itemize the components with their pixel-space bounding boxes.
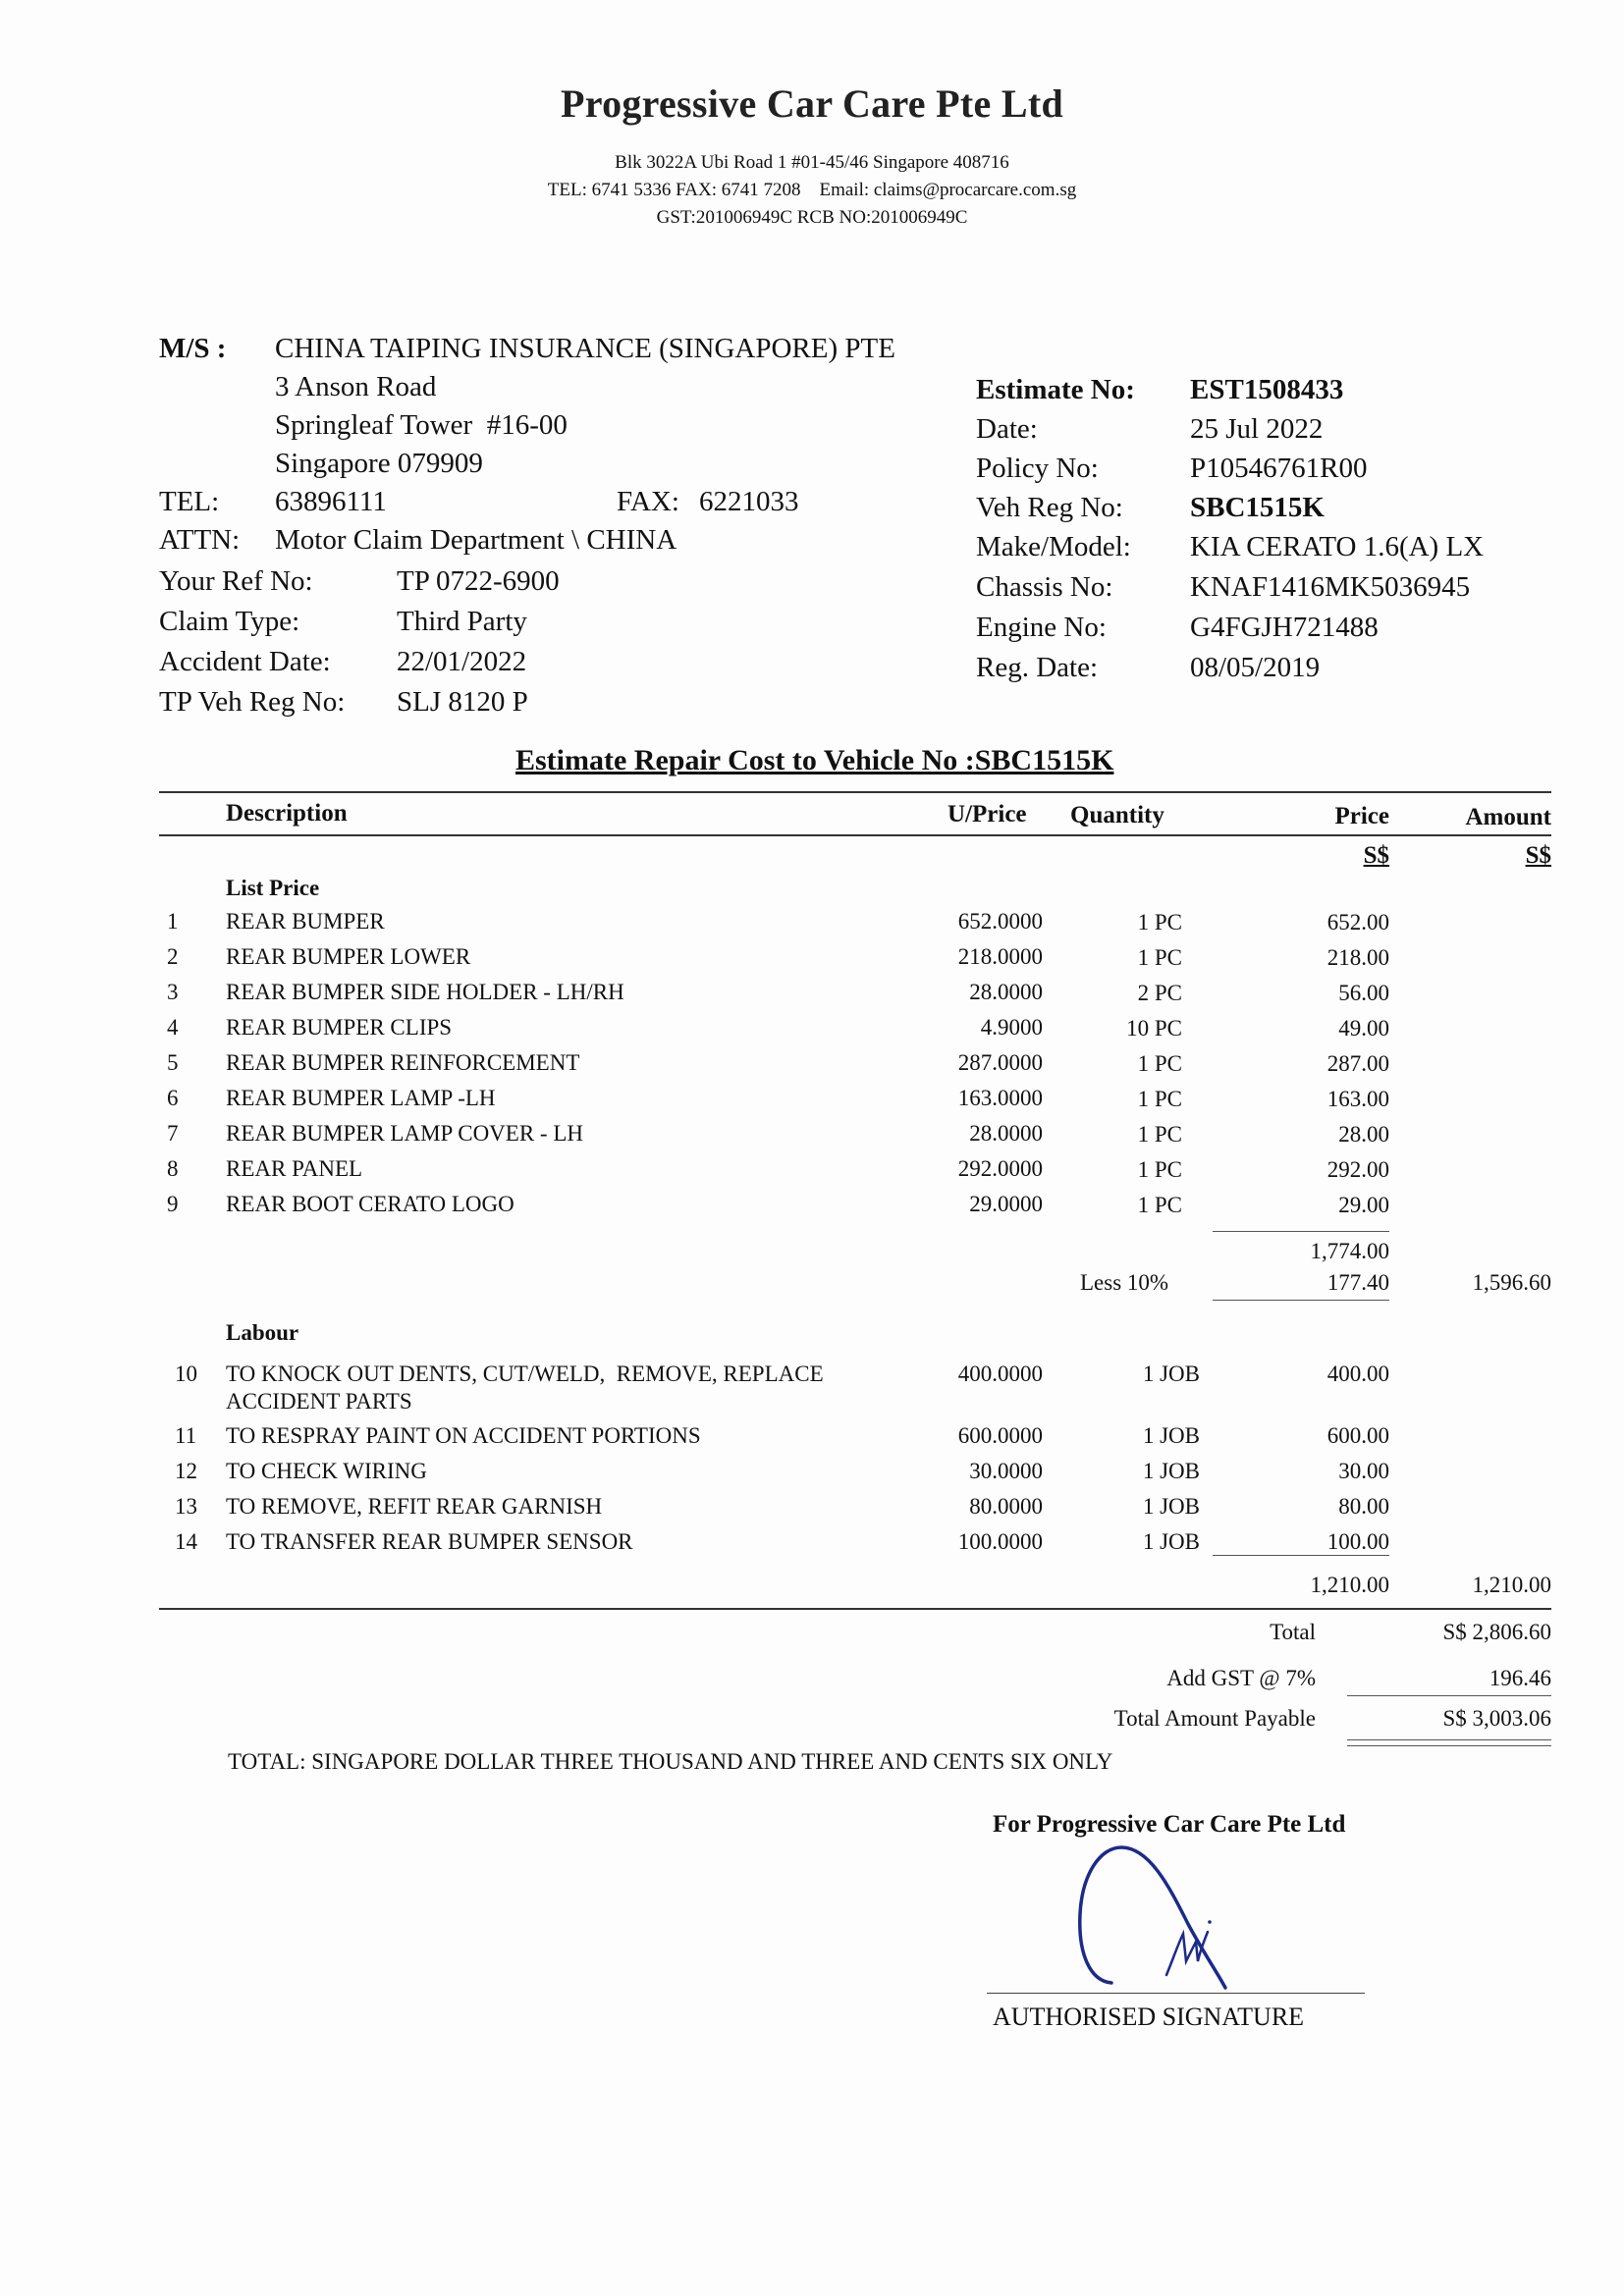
item-uprice: 292.0000 — [957, 1156, 1043, 1181]
accident-date-value: 22/01/2022 — [397, 646, 527, 677]
item-description: REAR BOOT CERATO LOGO — [226, 1192, 514, 1216]
item-quantity: 1 JOB — [1142, 1423, 1200, 1448]
gst-label: Add GST @ 7% — [1166, 1666, 1316, 1690]
date-label: Date: — [976, 413, 1038, 445]
col-amount: Amount — [1465, 804, 1551, 830]
recipient-name: CHINA TAIPING INSURANCE (SINGAPORE) PTE — [275, 333, 895, 364]
item-quantity: 1 JOB — [1142, 1494, 1200, 1519]
totals-top-rule — [159, 1608, 1551, 1610]
item-uprice: 218.0000 — [957, 944, 1043, 969]
item-price: 29.00 — [1338, 1193, 1389, 1217]
item-no: 4 — [167, 1015, 179, 1040]
item-description: TO CHECK WIRING — [226, 1459, 427, 1483]
item-price: 652.00 — [1326, 910, 1389, 934]
item-price: 292.00 — [1326, 1157, 1389, 1182]
authorised-signature-label: AUTHORISED SIGNATURE — [993, 2002, 1305, 2031]
item-uprice: 652.0000 — [957, 909, 1043, 934]
item-description: REAR BUMPER SIDE HOLDER - LH/RH — [226, 980, 624, 1004]
reg-date-label: Reg. Date: — [976, 652, 1099, 683]
list-price-heading: List Price — [226, 876, 320, 900]
item-description: REAR BUMPER LAMP -LH — [226, 1086, 496, 1110]
tp-veh-value: SLJ 8120 P — [397, 686, 528, 718]
item-no: 10 — [175, 1362, 197, 1386]
parts-subtotal: 1,774.00 — [1310, 1239, 1389, 1263]
company-name: Progressive Car Care Pte Ltd — [561, 81, 1063, 126]
your-ref-label: Your Ref No: — [159, 565, 313, 597]
item-quantity: 1 PC — [1137, 1122, 1182, 1147]
reg-date-value: 08/05/2019 — [1190, 652, 1321, 683]
col-uprice: U/Price — [947, 801, 1027, 828]
estimate-no-value: EST1508433 — [1190, 374, 1344, 405]
discount-value: 177.40 — [1326, 1270, 1389, 1295]
make-model-label: Make/Model: — [976, 531, 1131, 562]
item-description-cont: ACCIDENT PARTS — [226, 1389, 412, 1414]
item-quantity: 10 PC — [1126, 1016, 1182, 1041]
item-quantity: 1 PC — [1137, 1157, 1182, 1182]
company-address: Blk 3022A Ubi Road 1 #01-45/46 Singapore 408716 — [615, 152, 1009, 173]
claim-type-label: Claim Type: — [159, 606, 300, 637]
item-uprice: 287.0000 — [957, 1050, 1043, 1075]
table-top-rule — [159, 791, 1551, 793]
item-uprice: 163.0000 — [957, 1086, 1043, 1110]
item-price: 400.00 — [1326, 1362, 1389, 1386]
chassis-value: KNAF1416MK5036945 — [1190, 571, 1471, 603]
payable-label: Total Amount Payable — [1113, 1706, 1316, 1731]
total-in-words: TOTAL: SINGAPORE DOLLAR THREE THOUSAND AND THREE AND CENTS SIX ONLY — [228, 1749, 1113, 1774]
item-uprice: 28.0000 — [969, 1121, 1043, 1146]
signature-line — [987, 1993, 1365, 1994]
total-label: Total — [1270, 1620, 1316, 1644]
item-no: 5 — [167, 1050, 179, 1075]
item-price: 80.00 — [1338, 1494, 1389, 1519]
col-price: Price — [1334, 803, 1389, 829]
policy-label: Policy No: — [976, 453, 1099, 484]
item-quantity: 1 JOB — [1142, 1362, 1200, 1386]
item-no: 3 — [167, 980, 179, 1004]
discount-rule — [1213, 1300, 1389, 1301]
item-no: 13 — [175, 1494, 197, 1519]
item-uprice: 28.0000 — [969, 980, 1043, 1004]
fax-label: FAX: — [617, 486, 679, 517]
price-currency: S$ — [1363, 842, 1389, 869]
your-ref-value: TP 0722-6900 — [397, 565, 560, 597]
item-no: 1 — [167, 909, 179, 934]
item-description: REAR PANEL — [226, 1156, 363, 1181]
item-description: REAR BUMPER CLIPS — [226, 1015, 453, 1040]
item-no: 14 — [175, 1529, 197, 1554]
item-quantity: 1 PC — [1137, 945, 1182, 970]
company-registration: GST:201006949C RCB NO:201006949C — [656, 207, 968, 228]
item-price: 56.00 — [1338, 981, 1389, 1005]
item-description: TO KNOCK OUT DENTS, CUT/WELD, REMOVE, REPLACE — [226, 1362, 824, 1386]
policy-value: P10546761R00 — [1190, 453, 1368, 484]
header-bottom-rule — [159, 834, 1551, 836]
labour-amount: 1,210.00 — [1472, 1573, 1551, 1597]
accident-date-label: Accident Date: — [159, 646, 331, 677]
item-price: 218.00 — [1326, 945, 1389, 970]
item-price: 28.00 — [1338, 1122, 1389, 1147]
gst-value: 196.46 — [1489, 1666, 1551, 1690]
item-uprice: 100.0000 — [957, 1529, 1043, 1554]
item-quantity: 1 JOB — [1142, 1459, 1200, 1483]
item-quantity: 2 PC — [1137, 981, 1182, 1005]
engine-value: G4FGJH721488 — [1190, 612, 1379, 643]
item-uprice: 29.0000 — [969, 1192, 1043, 1216]
discount-label: Less 10% — [1080, 1270, 1169, 1295]
tp-veh-label: TP Veh Reg No: — [159, 686, 346, 718]
item-description: REAR BUMPER LOWER — [226, 944, 471, 969]
item-description: TO REMOVE, REFIT REAR GARNISH — [226, 1494, 603, 1519]
item-description: TO RESPRAY PAINT ON ACCIDENT PORTIONS — [226, 1423, 701, 1448]
ms-label: M/S : — [159, 333, 227, 364]
gst-rule — [1347, 1695, 1551, 1696]
total-value: S$ 2,806.60 — [1442, 1620, 1551, 1644]
item-no: 9 — [167, 1192, 179, 1216]
payable-double-rule-bottom — [1347, 1745, 1551, 1746]
item-uprice: 30.0000 — [969, 1459, 1043, 1483]
item-no: 8 — [167, 1156, 179, 1181]
chassis-label: Chassis No: — [976, 571, 1113, 603]
item-no: 6 — [167, 1086, 179, 1110]
item-price: 100.00 — [1326, 1529, 1389, 1554]
recipient-address-line: 3 Anson Road — [275, 371, 437, 402]
item-no: 12 — [175, 1459, 197, 1483]
item-no: 11 — [175, 1423, 197, 1448]
item-price: 49.00 — [1338, 1016, 1389, 1041]
labour-subtotal: 1,210.00 — [1310, 1573, 1389, 1597]
engine-label: Engine No: — [976, 612, 1107, 643]
item-uprice: 400.0000 — [957, 1362, 1043, 1386]
item-price: 287.00 — [1326, 1051, 1389, 1076]
item-uprice: 600.0000 — [957, 1423, 1043, 1448]
item-quantity: 1 JOB — [1142, 1529, 1200, 1554]
item-quantity: 1 PC — [1137, 1087, 1182, 1111]
payable-double-rule-top — [1347, 1739, 1551, 1740]
recipient-address-line: Springleaf Tower #16-00 — [275, 409, 568, 441]
item-price: 600.00 — [1326, 1423, 1389, 1448]
veh-reg-value: SBC1515K — [1190, 492, 1325, 523]
col-description: Description — [226, 800, 348, 827]
amount-currency: S$ — [1525, 842, 1551, 869]
veh-reg-label: Veh Reg No: — [976, 492, 1123, 523]
payable-value: S$ 3,003.06 — [1442, 1706, 1551, 1731]
estimate-no-label: Estimate No: — [976, 374, 1135, 405]
item-quantity: 1 PC — [1137, 910, 1182, 934]
attn-value: Motor Claim Department \ CHINA — [275, 524, 677, 556]
item-uprice: 80.0000 — [969, 1494, 1043, 1519]
item-description: REAR BUMPER REINFORCEMENT — [226, 1050, 580, 1075]
item-price: 163.00 — [1326, 1087, 1389, 1111]
parts-amount: 1,596.60 — [1472, 1270, 1551, 1295]
item-description: REAR BUMPER — [226, 909, 385, 934]
item-description: REAR BUMPER LAMP COVER - LH — [226, 1121, 583, 1146]
item-description: TO TRANSFER REAR BUMPER SENSOR — [226, 1529, 633, 1554]
date-value: 25 Jul 2022 — [1190, 413, 1324, 445]
labour-sum-rule — [1213, 1555, 1389, 1556]
fax-value: 6221033 — [699, 486, 799, 517]
item-quantity: 1 PC — [1137, 1193, 1182, 1217]
handwritten-signature-icon — [1060, 1836, 1276, 2002]
labour-heading: Labour — [226, 1320, 299, 1345]
col-quantity: Quantity — [1070, 802, 1164, 828]
claim-type-value: Third Party — [397, 606, 527, 637]
recipient-address-line: Singapore 079909 — [275, 448, 483, 479]
item-quantity: 1 PC — [1137, 1051, 1182, 1076]
item-uprice: 4.9000 — [980, 1015, 1043, 1040]
item-no: 7 — [167, 1121, 179, 1146]
attn-label: ATTN: — [159, 524, 241, 556]
item-no: 2 — [167, 944, 179, 969]
company-contact: TEL: 6741 5336 FAX: 6741 7208 Email: claims@procarcare.com.sg — [547, 180, 1077, 200]
tel-value: 63896111 — [275, 486, 387, 517]
estimate-table-title: Estimate Repair Cost to Vehicle No :SBC1515K — [515, 744, 1114, 776]
signature-company: For Progressive Car Care Pte Ltd — [993, 1811, 1346, 1838]
tel-label: TEL: — [159, 486, 220, 517]
parts-sum-rule — [1213, 1231, 1389, 1232]
make-model-value: KIA CERATO 1.6(A) LX — [1190, 531, 1485, 562]
item-price: 30.00 — [1338, 1459, 1389, 1483]
